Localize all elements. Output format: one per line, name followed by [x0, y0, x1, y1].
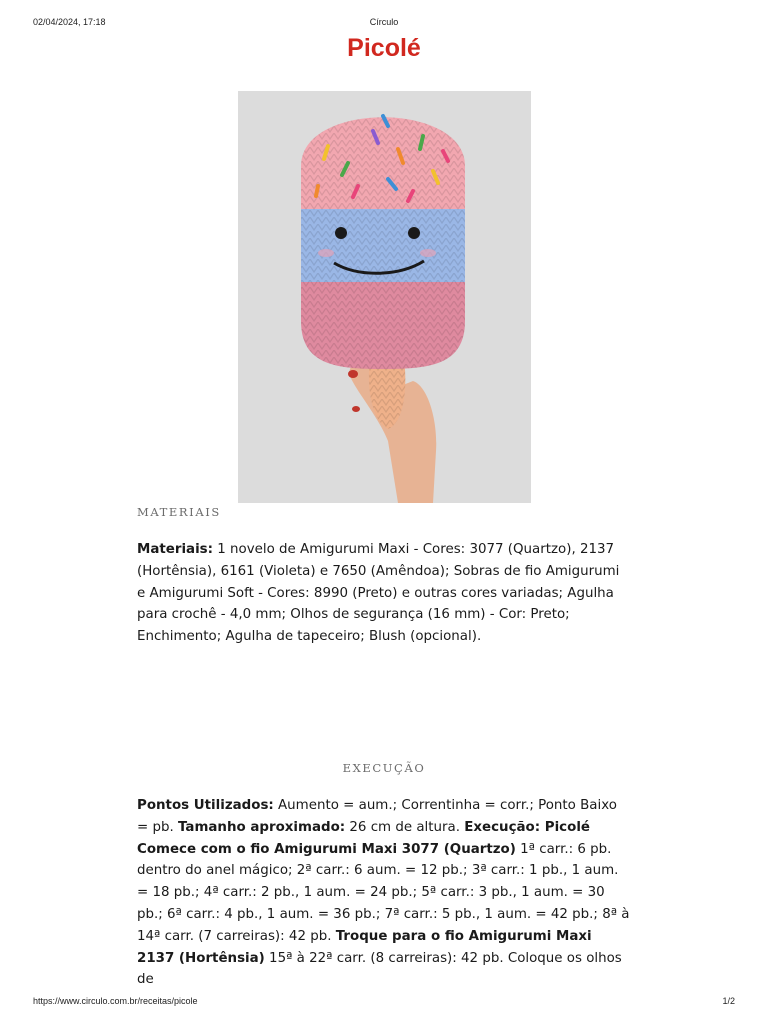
execucao-heading: EXECUÇÃO: [342, 761, 426, 775]
print-datetime: 02/04/2024, 17:18: [33, 17, 106, 27]
materiais-heading: MATERIAIS: [137, 505, 221, 519]
print-url: https://www.circulo.com.br/receitas/picole: [33, 996, 198, 1006]
materiais-paragraph: [137, 539, 631, 648]
execucao-paragraph: [137, 795, 631, 991]
execucao-label: Execução: Picolé Comece com o fio Amigurumi Maxi 3077 (Quartzo): [137, 819, 590, 857]
pontos-label: Pontos Utilizados:: [137, 798, 274, 813]
troque-text: 15ª à 22ª carr. (8 carreiras): 42 pb. Coloque os olhos de: [137, 950, 622, 988]
tamanho-text: 26 cm de altura.: [345, 819, 465, 835]
popsicle-photo: [238, 91, 531, 503]
page-title: Picolé: [347, 34, 421, 62]
print-header: [0, 17, 768, 29]
execucao-text: 1ª carr.: 6 pb. dentro do anel mágico; 2ª carr.: 6 aum. = 12 pb.; 3ª carr.: 1 pb., 1 aum. = 18 pb.; 4ª carr.: 2 pb., 1 aum. = 24 pb.; 5ª carr.: 3 pb., 1 aum. = 30 pb.; 6ª carr.: 4 pb., 1 aum. = 36 pb.; 7ª carr.: 5 pb., 1 aum. = 42 pb.; 8ª à 14ª carr. (7 carreiras): 42 pb.: [137, 841, 630, 944]
materiais-label: Materiais:: [137, 542, 213, 557]
pontos-text: Aumento = aum.; Correntinha = corr.; Ponto Baixo = pb.: [137, 798, 617, 835]
print-footer: [0, 996, 768, 1008]
print-page-number: 1/2: [722, 996, 735, 1006]
print-site-name: Círculo: [369, 17, 399, 27]
materiais-text: 1 novelo de Amigurumi Maxi - Cores: 3077 (Quartzo), 2137 (Hortênsia), 6161 (Violeta) e 7650 (Amêndoa); Sobras de fio Amigurumi e Amigurumi Soft - Cores: 8990 (Preto) e outras cores variadas; Agulha para crochê - 4,0 mm; Olhos de segurança (16 mm) - Cor: Preto; Enchimento; Agulha de tapeceiro; Blush (opcional).: [137, 542, 620, 645]
tamanho-label: Tamanho aproximado:: [178, 819, 346, 835]
troque-label: Troque para o fio Amigurumi Maxi 2137 (Hortênsia): [137, 928, 592, 966]
